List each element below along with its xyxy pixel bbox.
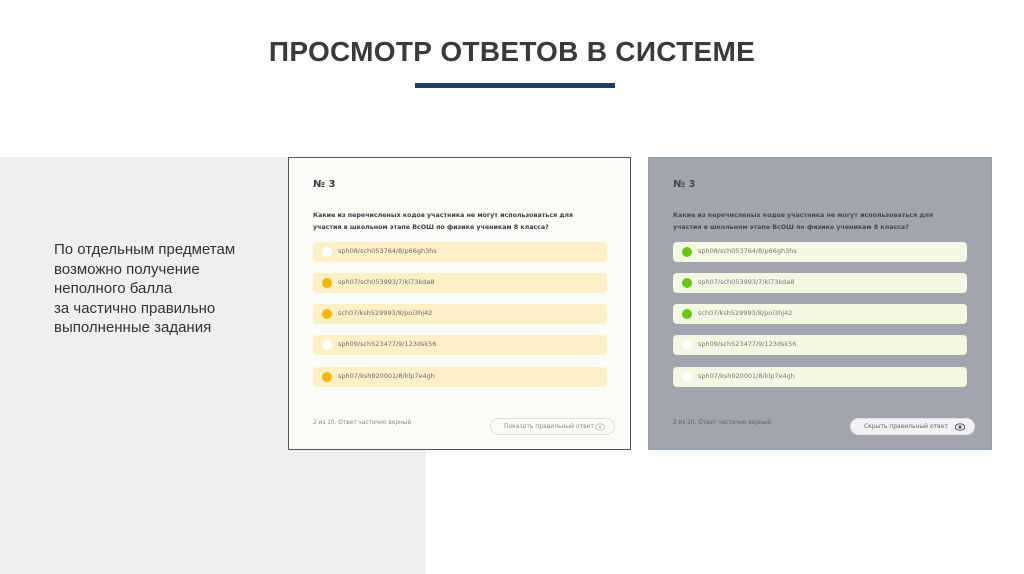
radio-dot-icon (322, 278, 332, 288)
hide-correct-answer-button[interactable] (850, 418, 975, 435)
option-label: sph07/sch053993/7/kl73kda8 (338, 278, 435, 286)
radio-dot-icon (682, 340, 692, 350)
answer-option[interactable] (313, 335, 607, 355)
answer-option[interactable] (313, 367, 607, 387)
answer-option[interactable] (673, 367, 967, 387)
question-text (313, 210, 613, 234)
radio-dot-icon (682, 372, 692, 382)
answer-option[interactable] (673, 242, 967, 262)
title-underline (415, 83, 615, 88)
description-text (54, 240, 294, 338)
radio-dot-icon (682, 278, 692, 288)
answer-option[interactable] (673, 304, 967, 324)
option-label: sph07/sch053993/7/kl73kda8 (698, 278, 795, 286)
radio-dot-icon (322, 309, 332, 319)
radio-dot-icon (682, 309, 692, 319)
radio-dot-icon (682, 247, 692, 257)
button-label: Показать правильный ответ (504, 423, 594, 430)
question-line: Какие из перечисленых кодов участника не могут использоваться для (313, 212, 574, 219)
question-line: участия в школьном этапе ВсОШ по физике ученикам 8 класса? (673, 224, 909, 231)
result-status: 2 из 10. Ответ частично верный (313, 420, 412, 426)
description-line: выполненные задания (54, 319, 212, 336)
question-number: № 3 (673, 179, 696, 190)
answer-card-correct (648, 157, 992, 450)
question-number: № 3 (313, 179, 336, 190)
question-line: участия в школьном этапе ВсОШ по физике ученикам 8 класса? (313, 224, 549, 231)
option-label: sch07/ksh529993/8/poi3hj42 (698, 309, 793, 317)
option-label: sch07/ksh529993/8/poi3hj42 (338, 309, 433, 317)
answer-option[interactable] (313, 304, 607, 324)
option-label: sph07/ksh920001/8/klp7e4gh (698, 372, 795, 380)
eye-icon (955, 423, 965, 431)
answer-option[interactable] (673, 273, 967, 293)
eye-icon (595, 423, 605, 431)
answer-option[interactable] (313, 242, 607, 262)
radio-dot-icon (322, 340, 332, 350)
radio-dot-icon (322, 372, 332, 382)
answer-option[interactable] (673, 335, 967, 355)
result-status: 2 из 10. Ответ частично верный (673, 420, 772, 426)
answer-option[interactable] (313, 273, 607, 293)
option-label: sph08/sch053764/8/p66gh3hs (698, 247, 797, 255)
option-label: sph07/ksh920001/8/klp7e4gh (338, 372, 435, 380)
question-line: Какие из перечисленых кодов участника не могут использоваться для (673, 212, 934, 219)
option-label: sph08/sch053764/8/p66gh3hs (338, 247, 437, 255)
slide-title: ПРОСМОТР ОТВЕТОВ В СИСТЕМЕ (268, 36, 756, 67)
description-line: возможно получение (54, 260, 200, 278)
option-label: sph09/sch523477/9/123dsk56 (338, 340, 437, 348)
answer-card-user (288, 157, 631, 450)
question-text (673, 210, 973, 234)
description-line: за частично правильно (54, 299, 216, 317)
button-label: Скрыть правильный ответ (864, 423, 948, 430)
radio-dot-icon (322, 247, 332, 257)
description-line: По отдельным предметам (54, 241, 236, 258)
show-correct-answer-button[interactable] (490, 418, 615, 435)
option-label: sph09/sch523477/9/123dsk56 (698, 340, 797, 348)
description-line: неполного балла (54, 280, 173, 297)
